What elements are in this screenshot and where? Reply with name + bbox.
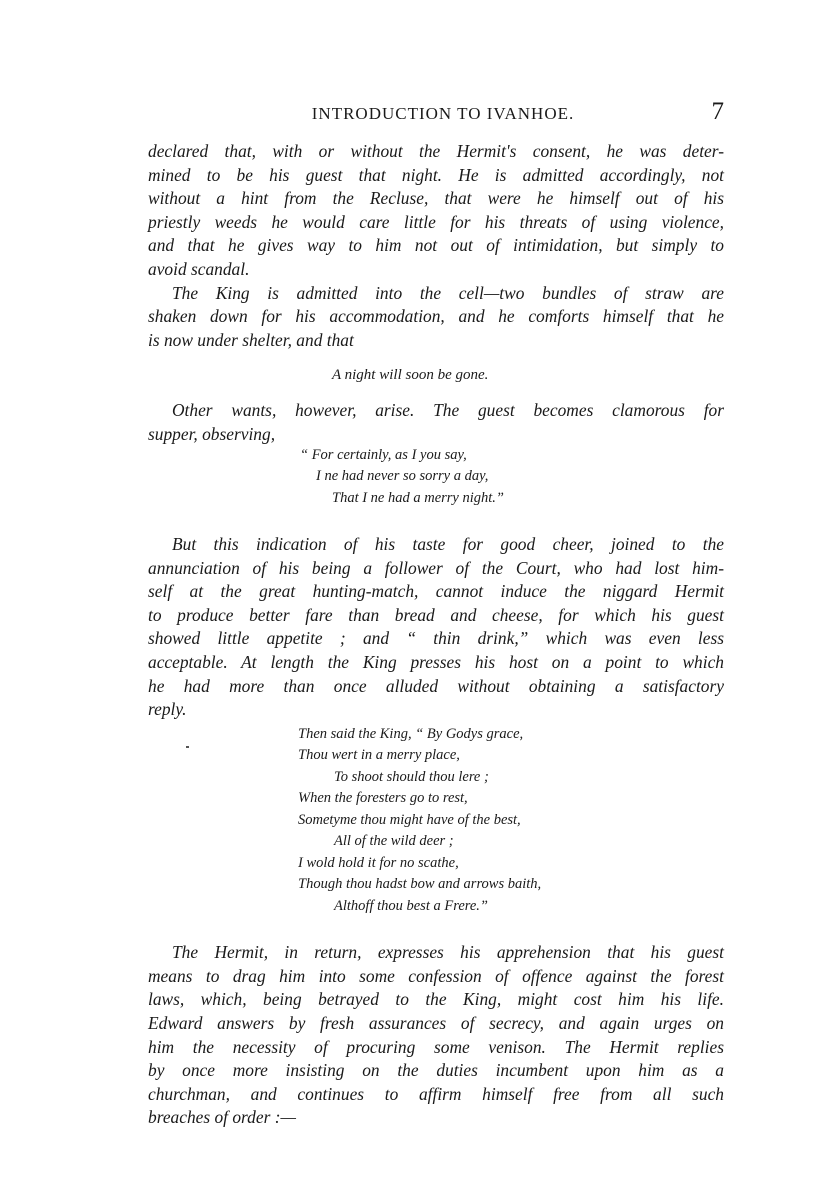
running-title: INTRODUCTION TO IVANHOE. — [311, 104, 575, 123]
text-line: and that he gives way to him not out of intimidation, but simply to — [148, 235, 724, 256]
text-line: means to drag him into some confession of offence against the forest — [148, 965, 724, 986]
text-line: reply. — [148, 699, 187, 720]
verse-line: I ne had never so sorry a day, — [316, 468, 489, 485]
verse-line: Though thou hadst bow and arrows baith, — [298, 876, 542, 893]
text-line: by once more insisting on the duties incumbent upon him as a — [148, 1060, 724, 1081]
verse-line: Althoff thou best a Frere.” — [334, 897, 488, 914]
text-line: But this indication of his taste for good cheer, joined to the — [172, 534, 724, 555]
paragraph-2 — [148, 282, 724, 353]
quote-line: A night will soon be gone. — [332, 367, 489, 384]
verse-line: I wold hold it for no scathe, — [298, 854, 459, 871]
paragraph-5 — [148, 941, 724, 1130]
text-line: The King is admitted into the cell—two bundles of straw are — [172, 282, 724, 303]
verse-line: Sometyme thou might have of the best, — [298, 811, 521, 828]
verse-2 — [148, 724, 724, 918]
text-line: declared that, with or without the Hermit's consent, he was deter- — [148, 141, 724, 161]
verse-line: Thou wert in a merry place, — [298, 747, 460, 764]
text-line: shaken down for his accommodation, and he comforts himself that he — [148, 306, 724, 327]
text-line: Other wants, however, arise. The guest becomes clamorous for — [172, 400, 724, 421]
verse-line: To shoot should thou lere ; — [334, 768, 489, 785]
verse-1 — [148, 445, 724, 510]
text-line: self at the great hunting-match, cannot induce the niggard Hermit — [148, 581, 724, 602]
quote-1 — [148, 364, 724, 387]
text-line: churchman, and continues to affirm himself free from all such — [148, 1083, 724, 1104]
text-line: annunciation of his being a follower of the Court, who had lost him- — [148, 557, 724, 578]
text-line: showed little appetite ; and “ thin drink,” which was even less — [148, 628, 724, 649]
verse-line: That I ne had a merry night.” — [332, 489, 504, 506]
text-line: Edward answers by fresh assurances of secrecy, and again urges on — [148, 1013, 724, 1034]
running-header — [148, 98, 738, 130]
text-line: acceptable. At length the King presses his host on a point to which — [148, 652, 724, 672]
text-line: without a hint from the Recluse, that were he himself out of his — [148, 188, 724, 209]
text-line: he had more than once alluded without obtaining a satisfactory — [148, 675, 724, 696]
verse-line: “ For certainly, as I you say, — [300, 446, 467, 463]
verse-line: Then said the King, “ By Godys grace, — [298, 725, 524, 742]
body-text — [148, 140, 724, 1130]
text-line: laws, which, being betrayed to the King, might cost him his life. — [148, 989, 724, 1010]
verse-line: When the foresters go to rest, — [298, 790, 468, 807]
text-line: supper, observing, — [148, 423, 276, 444]
print-speck — [186, 746, 189, 748]
text-line: mined to be his guest that night. He is admitted accordingly, not — [148, 164, 724, 185]
page-number: 7 — [711, 98, 724, 125]
paragraph-1 — [148, 140, 724, 282]
paragraph-3 — [148, 399, 724, 446]
text-line: avoid scandal. — [148, 258, 250, 279]
text-line: him the necessity of procuring some venison. The Hermit replies — [148, 1036, 724, 1057]
verse-line: All of the wild deer ; — [334, 833, 454, 850]
text-line: breaches of order :— — [148, 1107, 296, 1128]
paragraph-4 — [148, 533, 724, 722]
text-line: is now under shelter, and that — [148, 329, 354, 350]
text-line: priestly weeds he would care little for his threats of using violence, — [148, 211, 724, 232]
text-line: The Hermit, in return, expresses his apprehension that his guest — [172, 942, 724, 963]
text-line: to produce better fare than bread and cheese, for which his guest — [148, 604, 724, 625]
